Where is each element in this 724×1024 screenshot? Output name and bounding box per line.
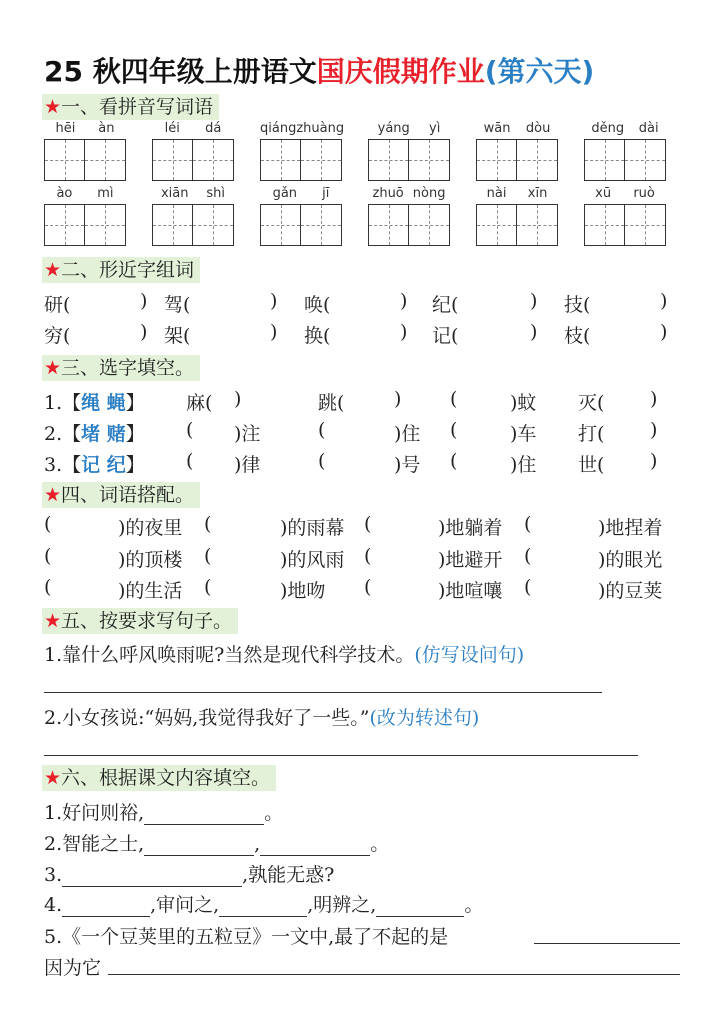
- tianzige-boxes: [368, 139, 450, 181]
- choice-text: 1.【: [44, 392, 82, 414]
- fill-item: )住: [510, 454, 537, 476]
- blank[interactable]: [219, 899, 307, 917]
- section-2-heading: ★二、形近字组词: [42, 257, 200, 283]
- fill-line-3: 3. ,孰能无惑?: [44, 864, 335, 886]
- fill-item: )车: [510, 423, 537, 445]
- writing-box[interactable]: [153, 140, 193, 180]
- fill-item: )律: [234, 454, 261, 476]
- match-item: (: [204, 513, 212, 535]
- fill-item: 跳(: [318, 392, 345, 414]
- similar-chars-row-2: 穷( ) 架( ) 换( ) 记( ) 枝( ): [44, 321, 668, 347]
- star-icon: ★: [44, 96, 62, 118]
- tianzige-boxes: [584, 204, 666, 246]
- choice-label: [44, 419, 145, 446]
- writing-box[interactable]: [517, 205, 557, 245]
- section-5-heading: ★五、按要求写句子。: [42, 608, 238, 634]
- tianzige-boxes: [260, 139, 342, 181]
- fill-item: (: [318, 419, 326, 441]
- fill-item: )号: [394, 454, 421, 476]
- choose-char-row: [44, 450, 680, 478]
- blank[interactable]: [62, 869, 242, 887]
- writing-box[interactable]: [153, 205, 193, 245]
- pinyin-label: [476, 186, 558, 204]
- writing-box[interactable]: [585, 140, 625, 180]
- fill-line-4: 4. ,审问之, ,明辨之, 。: [44, 894, 484, 916]
- pinyin-word-group: [44, 121, 126, 181]
- choice-text: 堵 赌: [81, 423, 126, 445]
- fill-line-6: 因为它: [44, 957, 102, 979]
- pinyin-syllable: zhuō: [372, 186, 404, 201]
- pinyin-syllable: zhuàng: [296, 121, 345, 136]
- answer-line[interactable]: [44, 755, 638, 756]
- writing-box[interactable]: [261, 140, 301, 180]
- fill-item: (: [318, 450, 326, 472]
- writing-box[interactable]: [517, 140, 557, 180]
- writing-box[interactable]: [45, 140, 85, 180]
- tianzige-boxes: [152, 139, 234, 181]
- fill-item: ): [650, 419, 658, 441]
- section-4-heading: ★四、词语搭配。: [42, 482, 200, 508]
- pinyin-word-group: [260, 121, 345, 181]
- match-item: )地吻: [280, 580, 326, 602]
- star-icon: ★: [44, 259, 62, 281]
- fill-item: (: [186, 450, 194, 472]
- choose-char-row: [44, 388, 680, 416]
- writing-box[interactable]: [625, 205, 665, 245]
- pinyin-label: [368, 121, 450, 139]
- writing-box[interactable]: [585, 205, 625, 245]
- tianzige-boxes: [476, 204, 558, 246]
- pinyin-syllable: jī: [322, 186, 330, 201]
- pinyin-syllable: dá: [205, 121, 222, 136]
- writing-box[interactable]: [409, 205, 449, 245]
- pinyin-syllable: àn: [98, 121, 115, 136]
- star-icon: ★: [44, 767, 62, 789]
- writing-box[interactable]: [369, 140, 409, 180]
- fill-item: ): [394, 388, 402, 410]
- fill-item: 打(: [578, 423, 605, 445]
- sentence-question-2: 2.小女孩说:“妈妈,我觉得我好了一些。”(改为转述句): [44, 707, 480, 729]
- fill-item: (: [450, 419, 458, 441]
- match-item: )的生活: [118, 580, 183, 602]
- answer-line[interactable]: [44, 692, 602, 693]
- match-item: (: [524, 545, 532, 567]
- pinyin-word-group: [152, 121, 234, 181]
- writing-box[interactable]: [477, 140, 517, 180]
- pinyin-word-group: [152, 186, 234, 246]
- fill-item: )蚊: [510, 392, 537, 414]
- pinyin-syllable: xiān: [160, 186, 189, 201]
- pinyin-label: [152, 186, 234, 204]
- fill-item: ): [234, 388, 242, 410]
- tianzige-boxes: [152, 204, 234, 246]
- fill-item: (: [450, 450, 458, 472]
- writing-box[interactable]: [409, 140, 449, 180]
- blank[interactable]: [144, 838, 254, 856]
- pinyin-label: [260, 186, 342, 204]
- blank[interactable]: [144, 807, 264, 825]
- pinyin-syllable: děng: [591, 121, 625, 136]
- blank[interactable]: [376, 899, 464, 917]
- pinyin-syllable: dài: [638, 121, 659, 136]
- section-3-heading: ★三、选字填空。: [42, 355, 200, 381]
- star-icon: ★: [44, 610, 62, 632]
- writing-box[interactable]: [261, 205, 301, 245]
- match-item: )的顶楼: [118, 549, 183, 571]
- choice-text: 绳 蝇: [81, 392, 126, 414]
- writing-box[interactable]: [625, 140, 665, 180]
- pinyin-label: [584, 121, 666, 139]
- match-item: )地捏着: [598, 517, 663, 539]
- fill-item: )注: [234, 423, 261, 445]
- pinyin-syllable: wān: [483, 121, 511, 136]
- pinyin-syllable: nòng: [412, 186, 446, 201]
- pinyin-label: [476, 121, 558, 139]
- pinyin-syllable: mì: [97, 186, 114, 201]
- fill-item: (: [186, 419, 194, 441]
- match-item: (: [204, 545, 212, 567]
- fill-item: ): [650, 388, 658, 410]
- pinyin-syllable: xīn: [527, 186, 548, 201]
- choice-label: [44, 388, 145, 415]
- writing-box[interactable]: [477, 205, 517, 245]
- pinyin-syllable: nài: [486, 186, 507, 201]
- match-item: (: [44, 576, 52, 598]
- blank[interactable]: [62, 899, 150, 917]
- match-item: )的夜里: [118, 517, 183, 539]
- choice-text: 2.【: [44, 423, 82, 445]
- pinyin-syllable: qiáng: [260, 121, 297, 136]
- writing-box[interactable]: [301, 140, 341, 180]
- writing-box[interactable]: [85, 205, 125, 245]
- match-item: (: [44, 513, 52, 535]
- writing-box[interactable]: [193, 140, 233, 180]
- fill-item: (: [450, 388, 458, 410]
- word-match-row: [44, 513, 680, 541]
- pinyin-word-group: [368, 186, 450, 246]
- pinyin-syllable: ruò: [633, 186, 655, 201]
- pinyin-word-group: [260, 186, 342, 246]
- match-item: (: [524, 513, 532, 535]
- tianzige-boxes: [44, 204, 126, 246]
- match-item: (: [524, 576, 532, 598]
- similar-chars-row-1: 研( ) 驾( ) 唤( ) 纪( ) 技( ): [44, 290, 668, 316]
- pinyin-word-group: [584, 186, 666, 246]
- writing-box[interactable]: [369, 205, 409, 245]
- match-item: )的眼光: [598, 549, 663, 571]
- writing-box[interactable]: [193, 205, 233, 245]
- pinyin-syllable: hēi: [55, 121, 76, 136]
- tianzige-boxes: [476, 139, 558, 181]
- word-match-row: [44, 576, 680, 604]
- choose-char-row: [44, 419, 680, 447]
- word-match-row: [44, 545, 680, 573]
- pinyin-word-group: [368, 121, 450, 181]
- fill-line-1: 1.好问则裕, 。: [44, 802, 284, 824]
- pinyin-label: [44, 186, 126, 204]
- pinyin-syllable: xū: [595, 186, 612, 201]
- match-item: )的风雨: [280, 549, 345, 571]
- pinyin-label: [44, 121, 126, 139]
- pinyin-label: [260, 121, 345, 139]
- pinyin-syllable: yáng: [377, 121, 410, 136]
- page-title: 25 秋四年级上册语文国庆假期作业(第六天): [44, 55, 595, 88]
- section-6-heading: ★六、根据课文内容填空。: [42, 765, 276, 791]
- pinyin-label: [584, 186, 666, 204]
- writing-box[interactable]: [301, 205, 341, 245]
- match-item: )的雨幕: [280, 517, 345, 539]
- answer-line[interactable]: [534, 943, 680, 944]
- tianzige-boxes: [44, 139, 126, 181]
- sentence-question-1: 1.靠什么呼风唤雨呢?当然是现代科学技术。(仿写设问句): [44, 644, 525, 666]
- tianzige-boxes: [584, 139, 666, 181]
- choice-text: 】: [125, 454, 145, 476]
- match-item: )地躺着: [438, 517, 503, 539]
- pinyin-word-group: [44, 186, 126, 246]
- choice-text: 3.【: [44, 454, 82, 476]
- star-icon: ★: [44, 484, 62, 506]
- match-item: (: [364, 513, 372, 535]
- pinyin-word-group: [476, 186, 558, 246]
- fill-line-5: 5.《一个豆荚里的五粒豆》一文中,最了不起的是: [44, 926, 449, 948]
- answer-line[interactable]: [108, 974, 680, 975]
- match-item: (: [364, 576, 372, 598]
- fill-item: 灭(: [578, 392, 605, 414]
- choice-text: 】: [125, 423, 145, 445]
- pinyin-word-group: [476, 121, 558, 181]
- star-icon: ★: [44, 357, 62, 379]
- match-item: (: [364, 545, 372, 567]
- match-item: )地避开: [438, 549, 503, 571]
- pinyin-syllable: shì: [206, 186, 226, 201]
- fill-item: )住: [394, 423, 421, 445]
- fill-line-2: 2.智能之士, , 。: [44, 833, 390, 855]
- tianzige-boxes: [368, 204, 450, 246]
- section-1-heading: ★一、看拼音写词语: [42, 94, 219, 120]
- pinyin-syllable: gǎn: [272, 186, 298, 201]
- pinyin-syllable: dòu: [525, 121, 551, 136]
- choice-text: 】: [125, 392, 145, 414]
- writing-box[interactable]: [45, 205, 85, 245]
- blank[interactable]: [260, 838, 370, 856]
- match-item: (: [44, 545, 52, 567]
- pinyin-label: [368, 186, 450, 204]
- match-item: )地喧嚷: [438, 580, 503, 602]
- writing-box[interactable]: [85, 140, 125, 180]
- match-item: (: [204, 576, 212, 598]
- fill-item: 世(: [578, 454, 605, 476]
- tianzige-boxes: [260, 204, 342, 246]
- match-item: )的豆荚: [598, 580, 663, 602]
- pinyin-syllable: ào: [56, 186, 73, 201]
- fill-item: 麻(: [186, 392, 213, 414]
- choice-text: 记 纪: [81, 454, 126, 476]
- pinyin-label: [152, 121, 234, 139]
- fill-item: ): [650, 450, 658, 472]
- pinyin-syllable: léi: [164, 121, 180, 136]
- pinyin-syllable: yì: [429, 121, 441, 136]
- choice-label: [44, 450, 145, 477]
- pinyin-word-group: [584, 121, 666, 181]
